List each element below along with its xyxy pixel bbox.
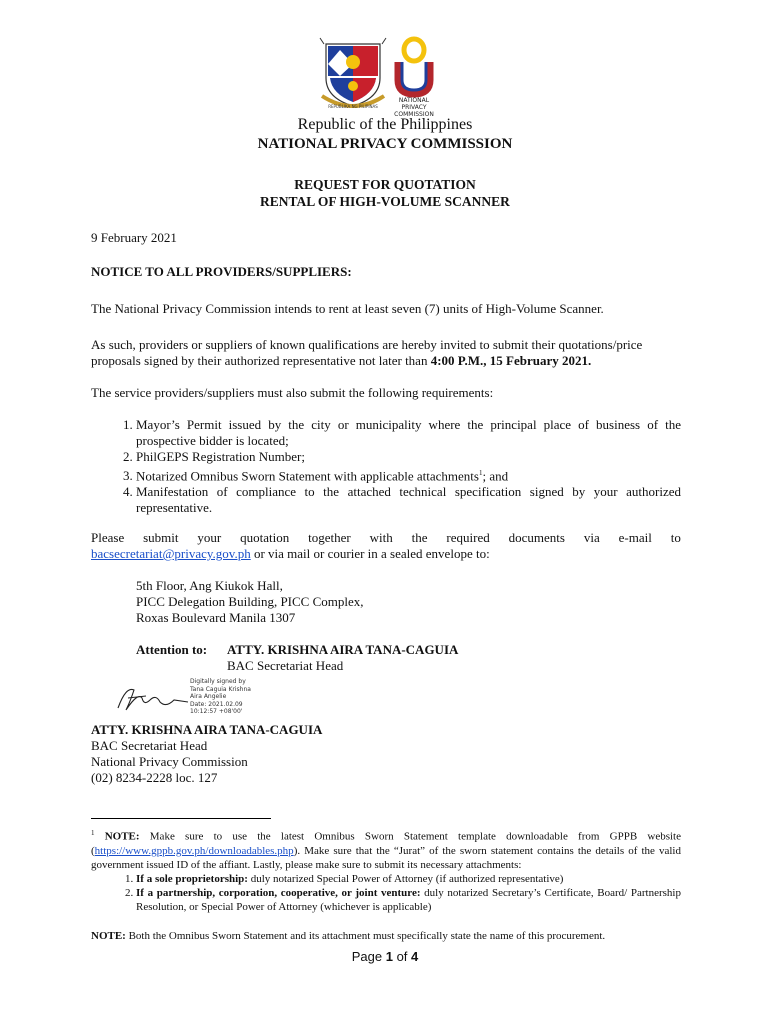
footnote-marker: 1 [91,829,95,837]
requirements-list [91,417,681,516]
submission-word: together [308,530,351,545]
list-item [136,886,681,914]
handwritten-signature [112,680,192,718]
digital-signature-line: Date: 2021.02.09 [190,700,243,708]
signer-phone: (02) 8234-2228 loc. 127 [91,770,218,785]
submission-word: via [583,530,600,545]
header-logos [0,36,770,120]
submission-word: quotation [240,530,290,545]
footnote-divider [91,818,271,819]
requirement-3-tail: ; and [482,468,509,484]
list-item [136,872,681,886]
seal-ribbon-text: REPUBLIKA NG PILIPINAS [328,104,378,109]
gppb-link[interactable]: https://www.gppb.gov.ph/downloadables.php [94,844,294,857]
requirements-intro: The service providers/suppliers must also submit the following requirements: [91,385,494,400]
page-of: of [392,949,412,964]
attention-label: Attention to: [136,642,208,657]
document-date: 9 February 2021 [91,230,177,245]
footnote-item-text: duly notarized Secretary’s Certificate, Board/ Partnership Resolution, or Special Power of Attorney (whichever is applicable) [136,886,681,913]
attention-title: BAC Secretariat Head [227,658,344,673]
final-note [91,929,605,943]
intro-paragraph: The National Privacy Commission intends to rent at least seven (7) units of High-Volume Scanner. [91,301,604,316]
footnote-ref: 1 [478,469,483,477]
submission-word: your [197,530,222,545]
digital-signature-line: Aira Angelie [190,693,227,700]
deadline-text: 4:00 P.M., 15 February 2021. [430,353,592,368]
npc-logo-text-1: NATIONAL [398,97,430,104]
page-current: 1 [385,949,393,964]
list-item [136,465,681,484]
signer-block [91,722,322,786]
list-item: 4. Manifestation of compliance to the attached technical specification signed by your authorized representative. [136,484,681,516]
notice-heading: NOTICE TO ALL PROVIDERS/SUPPLIERS: [91,264,352,279]
address-line: 5th Floor, Ang Kiukok Hall, [136,578,283,593]
footnote-note-label: NOTE: [104,830,140,843]
republic-heading: Republic of the Philippines [297,116,473,133]
submission-word: the [411,530,428,545]
footnote-item-label: If a sole proprietorship: [136,872,248,885]
footnote-item-text: duly notarized Special Power of Attorney (if authorized representative) [247,872,564,885]
submission-word: to [670,530,681,545]
npc-logo-text-2: PRIVACY [401,104,427,111]
submission-word: documents [508,530,565,545]
signer-title: BAC Secretariat Head [91,738,208,753]
digital-signature-line: 10:12:57 +08'00' [190,708,243,715]
submission-word: e-mail [618,530,652,545]
footnote-text-b: ). Make sure that the “Jurat” of the sworn statement contains the details of the valid government issued ID of the affiant. Lastly, please make sure to submit its necessary attachments: [91,844,681,871]
submission-line-2 [91,546,681,562]
signer-org: National Privacy Commission [91,754,248,769]
final-note-label: NOTE: [91,930,126,942]
requirement-3-text: Notarized Omnibus Sworn Statement with applicable attachments [136,468,479,484]
philippine-seal-logo [318,36,388,112]
footnote-list [91,872,681,914]
submission-word: Please [91,530,125,545]
mailing-address [136,578,364,626]
footnote-item-label: If a partnership, corporation, cooperative, or joint venture: [136,886,421,899]
digital-signature-stamp [190,678,251,716]
address-line: Roxas Boulevard Manila 1307 [136,610,296,625]
list-item: 1. Mayor’s Permit issued by the city or municipality where the principal place of business of the prospective bidder is located; [136,417,681,449]
submission-word: with [369,530,393,545]
digital-signature-line: Tana Caguia Krishna [190,685,251,693]
submission-word: submit [143,530,179,545]
final-note-text: Both the Omnibus Sworn Statement and its attachment must specifically state the name of this procurement. [125,930,606,942]
submission-instructions [91,530,681,562]
page-number [0,949,770,964]
submission-tail: or via mail or courier in a sealed envelope to: [250,546,490,561]
footnote-text-a: Make sure to use the latest Omnibus Sworn Statement template downloadable from GPPB website ( [91,830,681,857]
document-title-line-1: REQUEST FOR QUOTATION [294,177,476,192]
footnote [91,826,681,914]
npc-logo-text-3: COMMISSION [394,111,434,118]
invitation-text: As such, providers or suppliers of known qualifications are hereby invited to submit their quotations/price proposals signed by their authorized representative not later than [91,337,643,368]
agency-heading: NATIONAL PRIVACY COMMISSION [257,136,513,152]
address-line: PICC Delegation Building, PICC Complex, [136,594,364,609]
attention-name: ATTY. KRISHNA AIRA TANA-CAGUIA [227,642,459,657]
email-link[interactable]: bacsecretariat@privacy.gov.ph [91,546,251,561]
digital-signature-line: Digitally signed by [190,678,246,685]
page-prefix: Page [351,949,386,964]
submission-word: required [446,530,490,545]
npc-logo [388,36,440,120]
invitation-paragraph [91,337,681,369]
page-total: 4 [411,949,419,964]
document-title-line-2: RENTAL OF HIGH-VOLUME SCANNER [260,194,510,209]
signer-name: ATTY. KRISHNA AIRA TANA-CAGUIA [91,722,323,737]
list-item: 2. PhilGEPS Registration Number; [136,449,681,465]
submission-line-1 [91,530,681,546]
